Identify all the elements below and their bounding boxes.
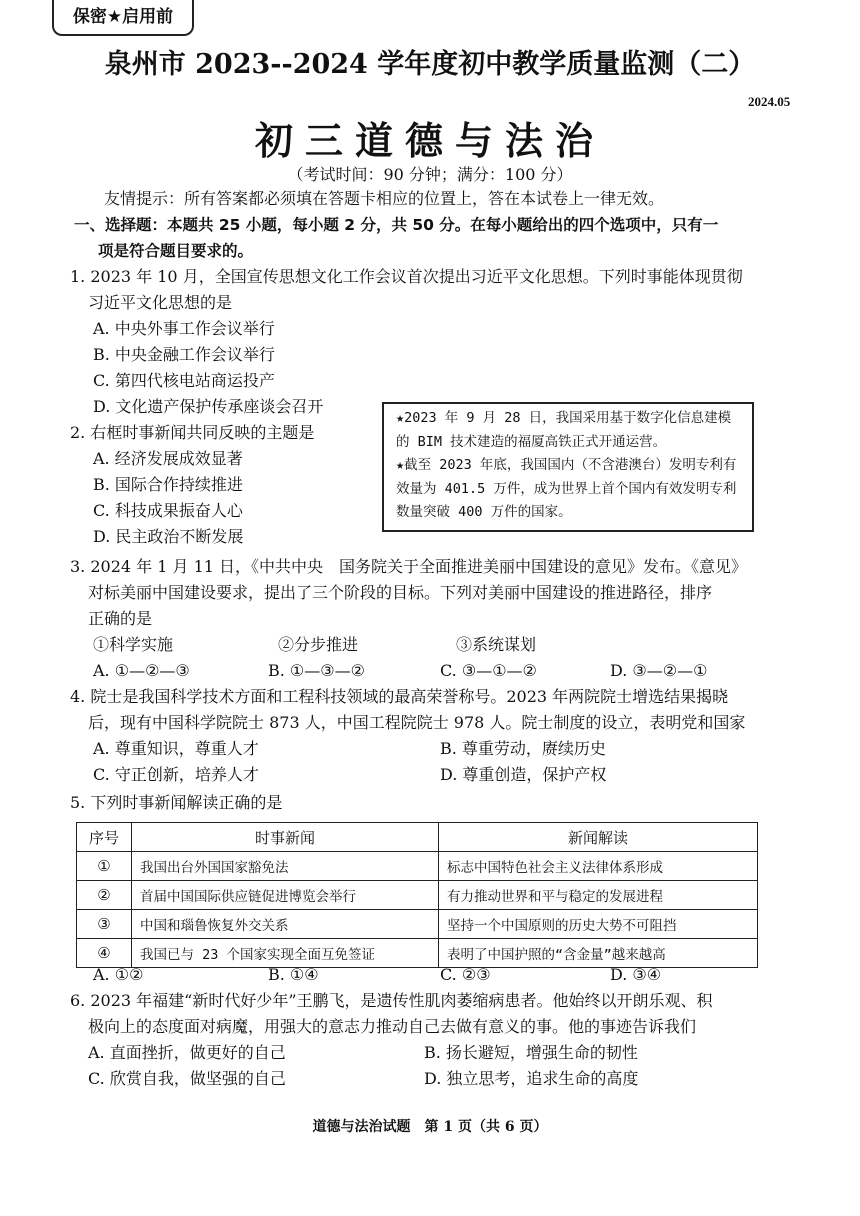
q4-option-d: D. 尊重创造，保护产权	[440, 765, 607, 784]
row-interpretation: 有力推动世界和平与稳定的发展进程	[439, 881, 758, 910]
section-heading-line1: 一、选择题：本题共 25 小题，每小题 2 分，共 50 分。在每小题给出的四个选项中，只有一	[74, 216, 719, 234]
row-number: ②	[77, 881, 132, 910]
news-box-item-2: ★截至 2023 年底，我国国内（不含港澳台）发明专利有效量为 401.5 万件，成为世界上首个国内有效发明专利数量突破 400 万件的国家。	[396, 457, 737, 520]
section-heading-line2: 项是符合题目要求的。	[98, 242, 254, 260]
q3-stem-line3: 正确的是	[88, 609, 153, 628]
q3-item-2: ②分步推进	[278, 635, 359, 654]
confidential-tag: 保密★启用前	[52, 0, 194, 36]
row-interpretation: 表明了中国护照的“含金量”越来越高	[439, 939, 758, 968]
q3-item-1: ①科学实施	[93, 635, 174, 654]
q5-option-c: C. ②③	[440, 965, 491, 984]
news-table	[76, 822, 758, 968]
table-header-row	[77, 823, 758, 852]
q5-stem: 5. 下列时事新闻解读正确的是	[70, 793, 283, 812]
page-footer: 道德与法治试题 第 1 页（共 6 页）	[312, 1119, 548, 1135]
news-box	[382, 402, 754, 532]
q6-option-b: B. 扬长避短，增强生命的韧性	[424, 1043, 638, 1062]
q3-option-a: A. ①—②—③	[93, 661, 190, 680]
row-news: 我国出台外国国家豁免法	[132, 852, 439, 881]
table-row	[77, 852, 758, 881]
q2-stem: 2. 右框时事新闻共同反映的主题是	[70, 423, 315, 442]
news-box-item-1: ★2023 年 9 月 28 日，我国采用基于数字化信息建模的 BIM 技术建造的福厦高铁正式开通运营。	[396, 410, 732, 450]
q5-option-a: A. ①②	[93, 965, 144, 984]
q1-option-b: B. 中央金融工作会议举行	[93, 345, 275, 364]
q6-stem-line1: 6. 2023 年福建“新时代好少年”王鹏飞，是遗传性肌肉萎缩病患者。他始终以开朗乐观、积	[70, 991, 713, 1010]
exam-date: 2024.05	[748, 94, 791, 109]
q4-stem-line2: 后，现有中国科学院院士 873 人，中国工程院院士 978 人。院士制度的设立，表明党和国家	[88, 713, 746, 732]
table-row	[77, 881, 758, 910]
row-interpretation: 标志中国特色社会主义法律体系形成	[439, 852, 758, 881]
q1-stem-line1: 1. 2023 年 10 月，全国宣传思想文化工作会议首次提出习近平文化思想。下列时事能体现贯彻	[70, 267, 743, 286]
table-row	[77, 910, 758, 939]
q4-option-a: A. 尊重知识，尊重人才	[93, 739, 259, 758]
notice: 友情提示：所有答案都必须填在答题卡相应的位置上，答在本试卷上一律无效。	[104, 189, 665, 208]
row-news: 首届中国国际供应链促进博览会举行	[132, 881, 439, 910]
table-header: 序号	[77, 823, 132, 852]
q4-option-b: B. 尊重劳动，赓续历史	[440, 739, 606, 758]
q5-option-d: D. ③④	[610, 965, 662, 984]
q6-option-c: C. 欣赏自我，做坚强的自己	[88, 1069, 286, 1088]
row-news: 我国已与 23 个国家实现全面互免签证	[132, 939, 439, 968]
q3-item-3: ③系统谋划	[456, 635, 537, 654]
q3-option-d: D. ③—②—①	[610, 661, 708, 680]
q1-option-c: C. 第四代核电站商运投产	[93, 371, 275, 390]
q3-stem-line2: 对标美丽中国建设要求，提出了三个阶段的目标。下列对美丽中国建设的推进路径，排序	[88, 583, 713, 602]
q4-option-c: C. 守正创新，培养人才	[93, 765, 259, 784]
row-news: 中国和瑙鲁恢复外交关系	[132, 910, 439, 939]
q3-option-c: C. ③—①—②	[440, 661, 537, 680]
table-header: 新闻解读	[439, 823, 758, 852]
subject-title: 初三道德与法治	[254, 118, 605, 163]
row-number: ③	[77, 910, 132, 939]
q2-option-a: A. 经济发展成效显著	[93, 449, 243, 468]
q2-option-c: C. 科技成果振奋人心	[93, 501, 243, 520]
q1-option-d: D. 文化遗产保护传承座谈会召开	[93, 397, 324, 416]
q3-option-b: B. ①—③—②	[268, 661, 365, 680]
q6-stem-line2: 极向上的态度面对病魔，用强大的意志力推动自己去做有意义的事。他的事迹告诉我们	[88, 1017, 697, 1036]
table-header: 时事新闻	[132, 823, 439, 852]
exam-info: （考试时间：90 分钟；满分：100 分）	[287, 165, 573, 184]
q1-option-a: A. 中央外事工作会议举行	[93, 319, 275, 338]
q1-stem-line2: 习近平文化思想的是	[88, 293, 233, 312]
q3-stem-line1: 3. 2024 年 1 月 11 日，《中共中央 国务院关于全面推进美丽中国建设的意见》发布。《意见》	[70, 557, 748, 576]
row-interpretation: 坚持一个中国原则的历史大势不可阻挡	[439, 910, 758, 939]
q2-option-d: D. 民主政治不断发展	[93, 527, 244, 546]
row-number: ④	[77, 939, 132, 968]
q6-option-d: D. 独立思考，追求生命的高度	[424, 1069, 639, 1088]
q5-option-b: B. ①④	[268, 965, 319, 984]
q2-option-b: B. 国际合作持续推进	[93, 475, 243, 494]
exam-title: 泉州市 2023--2024 学年度初中教学质量监测（二）	[104, 49, 756, 80]
q4-stem-line1: 4. 院士是我国科学技术方面和工程科技领域的最高荣誉称号。2023 年两院院士增选结果揭晓	[70, 687, 729, 706]
q6-option-a: A. 直面挫折，做更好的自己	[88, 1043, 286, 1062]
row-number: ①	[77, 852, 132, 881]
